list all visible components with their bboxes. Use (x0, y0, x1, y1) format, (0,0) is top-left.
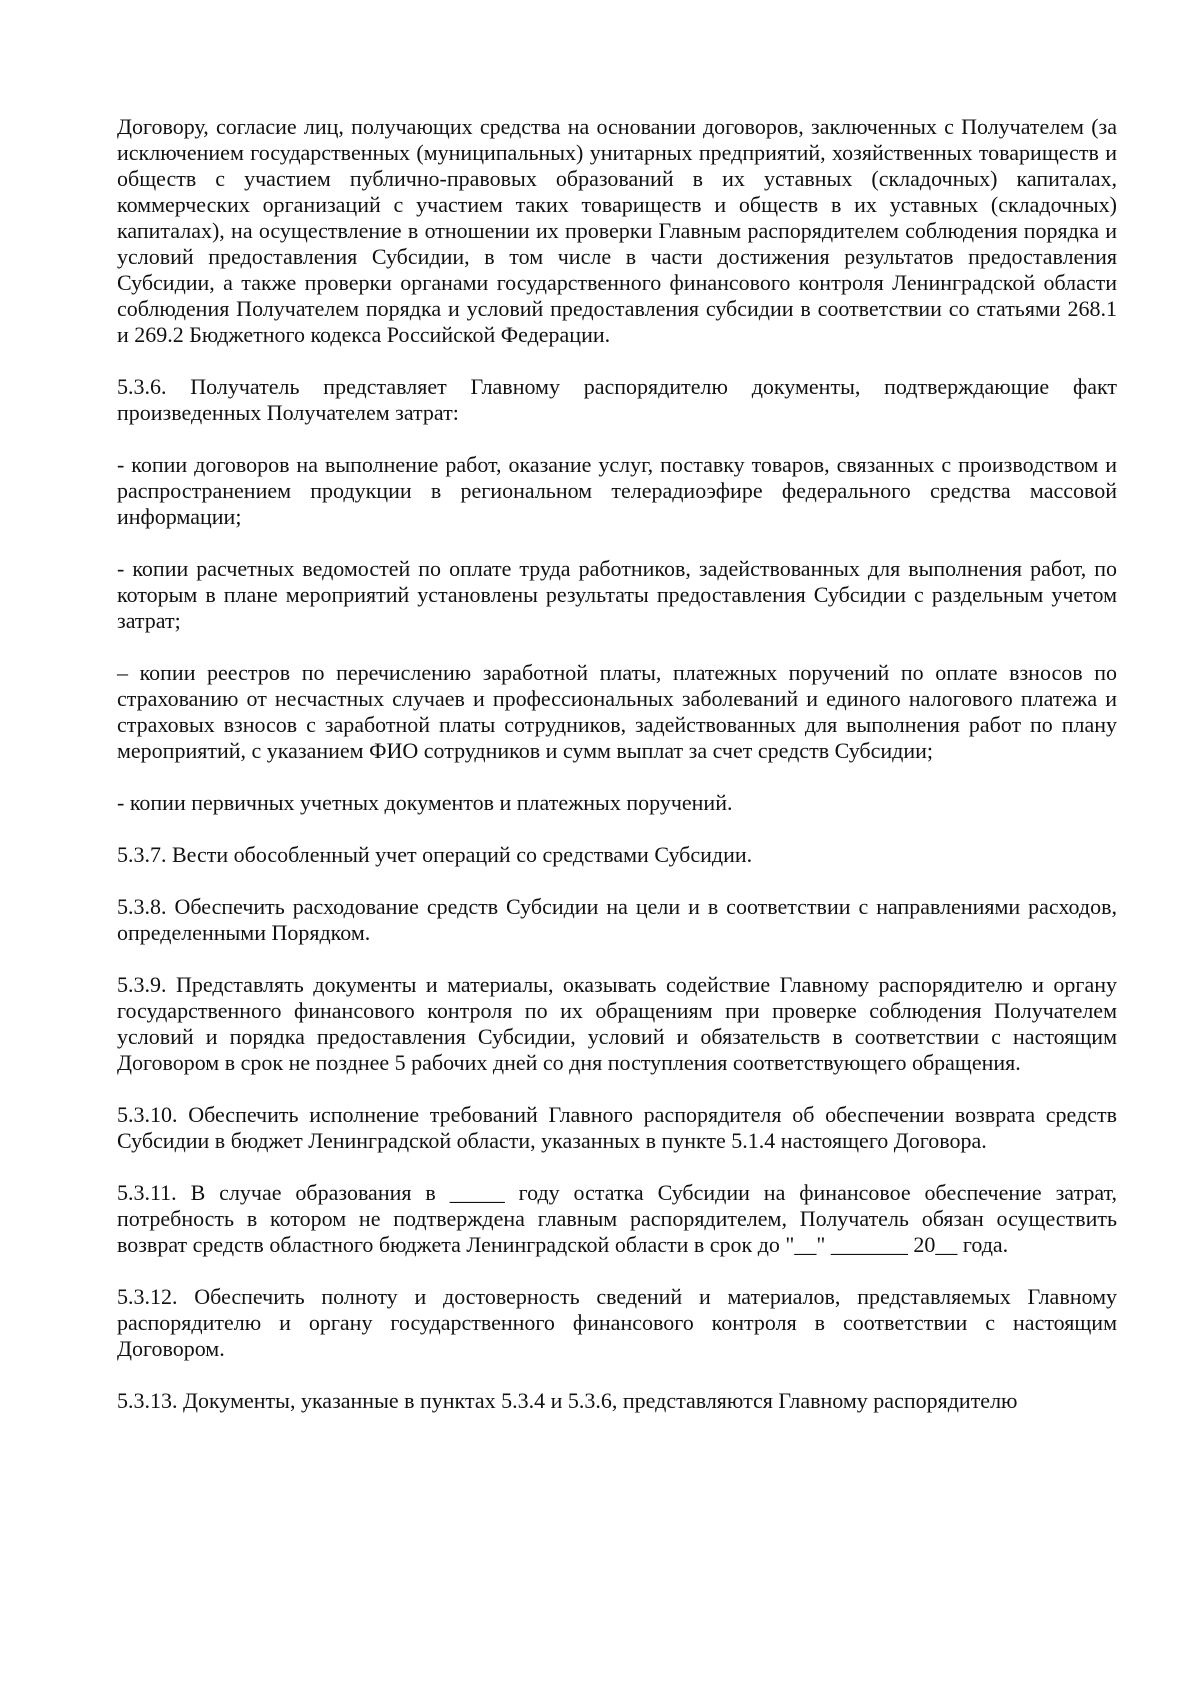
paragraph-5-3-10: 5.3.10. Обеспечить исполнение требований Главного распорядителя об обеспечении возврата средств Субсидии в бюджет Ленинградской области, указанных в пункте 5.1.4 настоящего Договора. (117, 1102, 1117, 1153)
paragraph-5-3-13: 5.3.13. Документы, указанные в пунктах 5.3.4 и 5.3.6, представляются Главному распорядителю (117, 1388, 1018, 1413)
paragraph-5-3-12: 5.3.12. Обеспечить полноту и достоверность сведений и материалов, представляемых Главному распорядителю и органу государственного финансового контроля в соответствии с настоящим Договором. (117, 1284, 1117, 1361)
paragraph-5-3-6: 5.3.6. Получатель представляет Главному распорядителю документы, подтверждающие факт произведенных Получателем затрат: (117, 374, 1117, 425)
list-item-payroll-copies: - копии расчетных ведомостей по оплате труда работников, задействованных для выполнения работ, по которым в плане мероприятий установлены результаты предоставления Субсидии с раздельным учетом затрат; (117, 556, 1117, 633)
paragraph-consent-continuation: Договору, согласие лиц, получающих средства на основании договоров, заключенных с Получателем (за исключением государственных (муниципальных) унитарных предприятий, хозяйственных товариществ и обществ с участием публично-правовых образований в их уставных (складочных) капиталах, коммерческих организаций с участием таких товариществ и обществ в их уставных (складочных) капиталах), на осуществление в отношении их проверки Главным распорядителем соблюдения порядка и условий предоставления Субсидии, в том числе в части достижения результатов предоставления Субсидии, а также проверки органами государственного финансового контроля Ленинградской области соблюдения Получателем порядка и условий предоставления субсидии в соответствии со статьями 268.1 и 269.2 Бюджетного кодекса Российской Федерации. (117, 114, 1117, 347)
paragraph-5-3-7: 5.3.7. Вести обособленный учет операций со средствами Субсидии. (117, 842, 753, 867)
list-item-registry-copies: – копии реестров по перечислению заработной платы, платежных поручений по оплате взносов по страхованию от несчастных случаев и профессиональных заболеваний и единого налогового платежа и страховых взносов с заработной платы сотрудников, задействованных для выполнения работ по плану мероприятий, с указанием ФИО сотрудников и сумм выплат за счет средств Субсидии; (117, 660, 1117, 763)
list-item-contract-copies: - копии договоров на выполнение работ, оказание услуг, поставку товаров, связанных с производством и распространением продукции в региональном телерадиоэфире федерального средства массовой информации; (117, 452, 1117, 529)
list-item-primary-documents: - копии первичных учетных документов и платежных поручений. (117, 790, 733, 815)
paragraph-5-3-11: 5.3.11. В случае образования в _____ году остатка Субсидии на финансовое обеспечение затрат, потребность в котором не подтверждена главным распорядителем, Получатель обязан осуществить возврат средств областного бюджета Ленинградской области в срок до "__" _______ 20__ года. (117, 1180, 1117, 1257)
document-page (117, 114, 1117, 1414)
paragraph-5-3-9: 5.3.9. Представлять документы и материалы, оказывать содействие Главному распорядителю и органу государственного финансового контроля по их обращениям при проверке соблюдения Получателем условий и порядка предоставления Субсидии, условий и обязательств в соответствии с настоящим Договором в срок не позднее 5 рабочих дней со дня поступления соответствующего обращения. (117, 972, 1117, 1075)
paragraph-5-3-8: 5.3.8. Обеспечить расходование средств Субсидии на цели и в соответствии с направлениями расходов, определенными Порядком. (117, 894, 1117, 945)
